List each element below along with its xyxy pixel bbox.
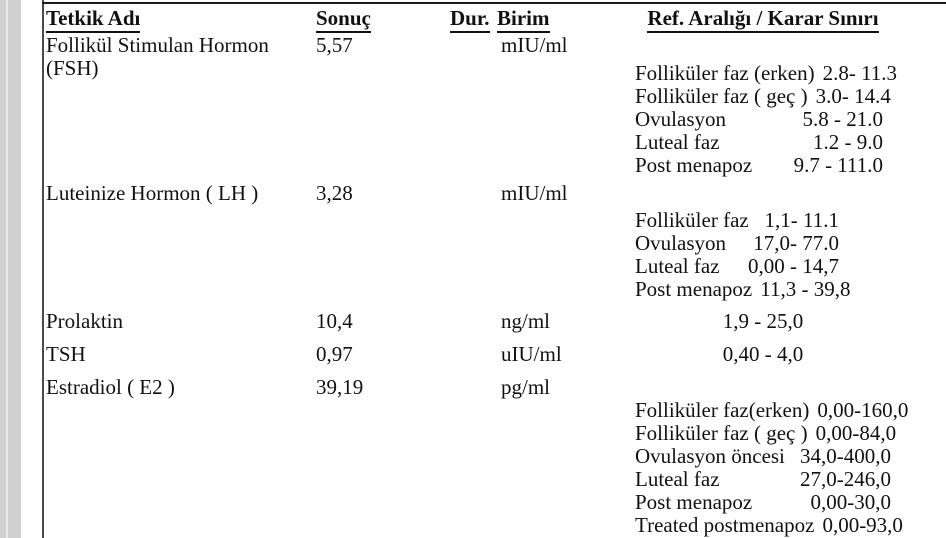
range-value: 1.2 - 9.0: [813, 130, 883, 154]
column-header-test-name: [46, 7, 140, 30]
column-header-reference: [635, 7, 891, 30]
table-top-border: [42, 2, 946, 4]
reference-range-line: [635, 398, 909, 422]
reference-range-line: [635, 154, 883, 177]
reference-range-block: [635, 398, 909, 537]
reference-range-block: [635, 208, 851, 301]
reference-range-line: [635, 84, 891, 108]
test-name: Follikül Stimulan Hormon (FSH): [46, 33, 269, 80]
reference-range-line: [635, 131, 883, 154]
unit-value: uIU/ml: [501, 342, 562, 366]
range-value: 1,1- 11.1: [764, 208, 839, 232]
test-name: Prolaktin: [46, 309, 123, 333]
table-left-border: [42, 0, 44, 538]
reference-range-value: 0,40 - 4,0: [722, 342, 804, 366]
result-value: 39,19: [316, 375, 364, 399]
range-value: 0,00-84,0: [815, 421, 897, 445]
test-name: Luteinize Hormon ( LH ): [46, 181, 259, 205]
column-header-unit-label: Birim: [497, 6, 550, 33]
result-value: 3,28: [316, 181, 353, 205]
column-header-status-label: Dur.: [450, 6, 490, 33]
range-label: Post menapoz: [635, 490, 753, 514]
range-label: Folliküler faz: [635, 208, 749, 232]
column-header-result: [316, 7, 371, 30]
range-value: 9.7 - 111.0: [793, 153, 883, 177]
range-value: 34,0-400,0: [800, 444, 891, 468]
range-value: 0,00-160,0: [817, 398, 909, 422]
reference-range-line: [635, 277, 851, 301]
range-value: 0,00 - 14,7: [748, 254, 839, 278]
range-label: Folliküler faz ( geç ): [635, 84, 808, 108]
page-margin-strip: [0, 0, 21, 538]
reference-range-line: [635, 421, 897, 445]
column-header-result-label: Sonuç: [316, 6, 371, 33]
reference-range-line: [635, 209, 839, 232]
range-label: Luteal faz: [635, 254, 720, 278]
range-value: 5.8 - 21.0: [802, 107, 883, 131]
range-label: Folliküler faz(erken): [635, 398, 810, 422]
range-value: 0,00-30,0: [810, 490, 891, 514]
page-margin-line: [6, 0, 8, 538]
range-value: 27,0-246,0: [800, 467, 891, 491]
range-label: Folliküler faz ( geç ): [635, 421, 808, 445]
range-label: Ovulasyon öncesi: [635, 444, 785, 468]
test-name: TSH: [46, 342, 86, 366]
range-label: Luteal faz: [635, 467, 720, 491]
reference-range-line: [635, 232, 839, 255]
reference-range-line: [635, 445, 891, 468]
range-label: Folliküler faz (erken): [635, 61, 815, 85]
column-header-reference-label: Ref. Aralığı / Karar Sınırı: [647, 6, 878, 33]
range-value: 3.0- 14.4: [815, 84, 891, 108]
column-header-unit: [497, 7, 550, 30]
result-value: 10,4: [316, 309, 353, 333]
test-name: Estradiol ( E2 ): [46, 375, 175, 399]
reference-range-block: [635, 61, 898, 177]
range-label: Ovulasyon: [635, 107, 726, 131]
range-value: 17,0- 77.0: [753, 231, 839, 255]
reference-range-value: 1,9 - 25,0: [722, 309, 804, 333]
result-value: 5,57: [316, 33, 353, 57]
column-header-status: [450, 7, 490, 30]
range-label: Luteal faz: [635, 130, 720, 154]
range-label: Post menapoz: [635, 153, 753, 177]
range-value: 11,3 - 39,8: [760, 277, 851, 301]
unit-value: mIU/ml: [501, 33, 568, 57]
range-label: Post menapoz: [635, 277, 753, 301]
unit-value: ng/ml: [501, 309, 551, 333]
unit-value: mIU/ml: [501, 181, 568, 205]
reference-range-line: [635, 468, 891, 491]
reference-range-line: [635, 491, 891, 514]
range-value: 2.8- 11.3: [822, 61, 898, 85]
range-value: 0,00-93,0: [822, 513, 903, 537]
column-header-test-name-label: Tetkik Adı: [46, 6, 140, 33]
reference-range-line: [635, 61, 898, 85]
reference-range-line: [635, 255, 839, 278]
reference-range-line: [635, 513, 903, 537]
reference-range-line: [635, 108, 883, 131]
result-value: 0,97: [316, 342, 353, 366]
range-label: Treated postmenapoz: [635, 513, 815, 537]
range-label: Ovulasyon: [635, 231, 726, 255]
unit-value: pg/ml: [501, 375, 551, 399]
